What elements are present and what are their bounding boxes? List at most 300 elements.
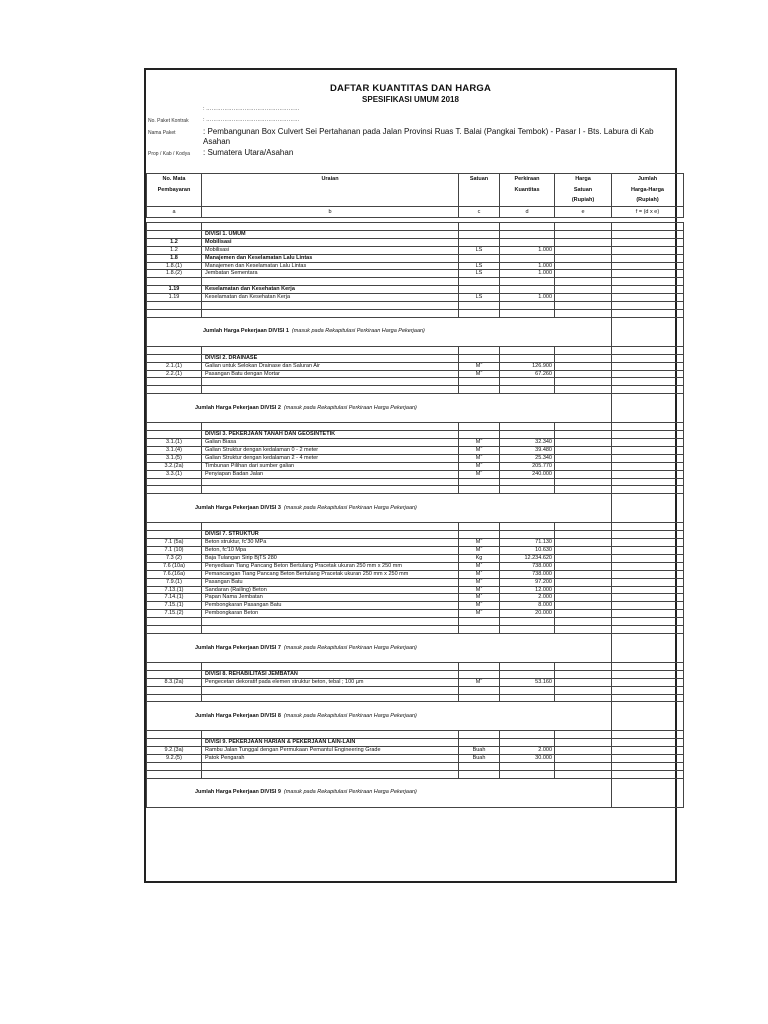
- item-total: [612, 602, 684, 610]
- item-number: 7.14.(1): [147, 594, 202, 602]
- item-unit-price: [555, 254, 612, 262]
- item-total: [612, 747, 684, 755]
- table-header: [146, 173, 684, 218]
- item-unit: [459, 562, 500, 570]
- item-number: 1.2: [147, 238, 202, 246]
- division-sum-total: [612, 317, 684, 346]
- division-title: DIVISI 9. PEKERJAAN HARIAN & PEKERJAAN LAIN-LAIN: [202, 739, 459, 747]
- header-no-mata: No. Mata: [147, 174, 202, 185]
- table-row: [147, 294, 684, 302]
- unit-text: M: [475, 570, 481, 577]
- unit-exponent: 3: [480, 538, 483, 542]
- item-unit-price: [555, 238, 612, 246]
- item-number: 1.8: [147, 254, 202, 262]
- item-description: Pembongkaran Beton: [202, 610, 459, 618]
- item-unit-price: [555, 370, 612, 378]
- boq-sheet: [144, 68, 677, 883]
- spacer-row: [147, 302, 684, 310]
- unit-text: Buah: [472, 755, 486, 762]
- item-number: 7.15.(2): [147, 610, 202, 618]
- division-sum-row: [147, 778, 684, 807]
- prop-label: Prop / Kab / Kodya: [148, 151, 190, 157]
- header-uraian: Uraian: [202, 174, 459, 185]
- unit-text: M: [475, 362, 481, 369]
- header-harga: Harga: [555, 174, 612, 185]
- table-row: [147, 462, 684, 470]
- table-row: [147, 370, 684, 378]
- division-sum-note: (masuk pada Rekapitulasi Perkiraan Harga Pekerjaan): [283, 644, 417, 651]
- spacer-row: [147, 223, 684, 231]
- item-number: 2.2.(1): [147, 370, 202, 378]
- unit-text: M: [475, 439, 481, 445]
- item-description: Galian Struktur dengan kedalaman 2 - 4 meter: [202, 454, 459, 462]
- item-unit: [459, 539, 500, 547]
- table-row: [147, 362, 684, 370]
- item-total: [612, 470, 684, 478]
- division-sum-label: Jumlah Harga Pekerjaan DIVISI 7: [195, 644, 281, 651]
- item-unit-price: [555, 470, 612, 478]
- item-description: Papan Nama Jembatan: [202, 594, 459, 602]
- division-title-row: [147, 230, 684, 238]
- unit-exponent: 1: [480, 593, 483, 597]
- nama-paket-value: : Pembangunan Box Culvert Sei Pertahanan pada Jalan Provinsi Ruas T. Balai (Pangkai Tembok) - Pasar I - Bts. Labura di Kab Asahan: [203, 127, 654, 146]
- item-quantity: [500, 238, 555, 246]
- item-description: Rambu Jalan Tunggal dengan Permukaan Pemantul Engineering Grade: [202, 747, 459, 755]
- item-unit-price: [555, 294, 612, 302]
- item-number: 1.2: [147, 246, 202, 254]
- item-unit: [459, 454, 500, 462]
- table-row: [147, 747, 684, 755]
- table-row: [147, 439, 684, 447]
- item-quantity: 10.630: [500, 547, 555, 555]
- unit-text: LS: [475, 246, 483, 253]
- table-row: [147, 570, 684, 578]
- item-number: 1.19: [147, 294, 202, 302]
- unit-exponent: 3: [480, 438, 483, 442]
- unit-text: M: [475, 562, 481, 569]
- division-sum-cell: [147, 633, 612, 662]
- table-row: [147, 262, 684, 270]
- table-row: [147, 446, 684, 454]
- spacer-row: [147, 423, 684, 431]
- unit-text: M: [475, 602, 481, 609]
- item-description: Pembongkaran Pasangan Batu: [202, 602, 459, 610]
- spacer-row: [147, 686, 684, 694]
- item-description: Pasangan Batu dengan Mortar: [202, 370, 459, 378]
- col-label-c: c: [459, 206, 500, 218]
- item-number: 7.13.(1): [147, 586, 202, 594]
- item-number: 9.2.(5): [147, 755, 202, 763]
- spacer-row: [147, 626, 684, 634]
- item-quantity: 32.340: [500, 439, 555, 447]
- division-sum-row: [147, 394, 684, 423]
- item-description: Pasangan Batu: [202, 578, 459, 586]
- item-number: 7.6 (10a): [147, 562, 202, 570]
- division-sum-note: (masuk pada Rekapitulasi Perkiraan Harga Pekerjaan): [283, 789, 417, 796]
- item-unit: [459, 370, 500, 378]
- division-sum-cell: [147, 494, 612, 523]
- item-quantity: 12.234.620: [500, 554, 555, 562]
- unit-text: M: [475, 578, 481, 585]
- paket-kontrak-label: No. Paket Kontrak: [148, 118, 189, 124]
- item-total: [612, 462, 684, 470]
- item-quantity: [500, 286, 555, 294]
- unit-text: M: [475, 470, 481, 477]
- header-jumlah: Jumlah: [612, 174, 684, 185]
- division-title: DIVISI 7. STRUKTUR: [202, 531, 459, 539]
- item-total: [612, 610, 684, 618]
- item-quantity: 20.000: [500, 610, 555, 618]
- table-row: [147, 246, 684, 254]
- unit-exponent: 3: [480, 609, 483, 613]
- item-description: Patok Pengarah: [202, 755, 459, 763]
- item-description: Penyiapan Badan Jalan: [202, 470, 459, 478]
- table-row: [147, 678, 684, 686]
- item-quantity: [500, 254, 555, 262]
- paket-kontrak-value: : ……………………………………………: [203, 117, 300, 123]
- item-description: Timbunan Pilihan dari sumber galian: [202, 462, 459, 470]
- item-quantity: 53.160: [500, 678, 555, 686]
- blank-line: : ……………………………………………: [203, 106, 300, 112]
- item-number: 3.1.(5): [147, 454, 202, 462]
- item-quantity: 240.000: [500, 470, 555, 478]
- unit-text: Buah: [472, 747, 486, 754]
- item-total: [612, 238, 684, 246]
- item-total: [612, 570, 684, 578]
- division-title: DIVISI 3. PEKERJAAN TANAH DAN GEOSINTETIK: [202, 431, 459, 439]
- item-unit: [459, 586, 500, 594]
- spacer-row: [147, 523, 684, 531]
- item-unit-price: [555, 439, 612, 447]
- header-pembayaran: Pembayaran: [147, 185, 202, 196]
- meta-block: [146, 104, 675, 159]
- col-label-b: b: [202, 206, 459, 218]
- item-description: Manajemen dan Keselamatan Lalu Lintas: [202, 254, 459, 262]
- table-row: [147, 578, 684, 586]
- item-total: [612, 446, 684, 454]
- item-total: [612, 278, 684, 286]
- division-sum-cell: [147, 778, 612, 807]
- spacer-row: [147, 662, 684, 670]
- header-satuan2: Satuan: [555, 185, 612, 196]
- item-description: Pengecetan dekoratif pada elemen struktur beton, tebal ; 100 µm: [202, 678, 459, 686]
- unit-text: M: [475, 610, 481, 617]
- header-rupiah: (Rupiah): [555, 195, 612, 206]
- item-description: Baja Tulangan Sirip BjTS 280: [202, 554, 459, 562]
- nama-paket-label: Nama Paket: [148, 130, 176, 136]
- item-unit-price: [555, 586, 612, 594]
- item-number: 8.3.(2a): [147, 678, 202, 686]
- division-sum-label: Jumlah Harga Pekerjaan DIVISI 9: [195, 789, 281, 796]
- unit-exponent: 3: [480, 601, 483, 605]
- item-unit-price: [555, 454, 612, 462]
- unit-text: Kg: [475, 554, 483, 561]
- division-sum-total: [612, 778, 684, 807]
- division-sum-row: [147, 317, 684, 346]
- item-number: 2.1.(1): [147, 362, 202, 370]
- item-description: Mobilisasi: [202, 246, 459, 254]
- division-title-row: [147, 670, 684, 678]
- table-row: [147, 238, 684, 246]
- item-unit-price: [555, 539, 612, 547]
- item-unit: [459, 570, 500, 578]
- item-unit: [459, 602, 500, 610]
- division-title-row: [147, 739, 684, 747]
- division-sum-cell: [147, 702, 612, 731]
- table-row: [147, 755, 684, 763]
- item-quantity: 1.000: [500, 294, 555, 302]
- item-number: 7.9.(1): [147, 578, 202, 586]
- item-quantity: 1.000: [500, 262, 555, 270]
- item-total: [612, 578, 684, 586]
- item-quantity: 738.000: [500, 562, 555, 570]
- item-total: [612, 370, 684, 378]
- spacer-row: [147, 378, 684, 386]
- item-unit-price: [555, 286, 612, 294]
- prop-value: : Sumatera Utara/Asahan: [203, 148, 294, 157]
- col-label-f: f = (d x e): [612, 206, 684, 218]
- item-unit: [459, 747, 500, 755]
- item-unit: [459, 678, 500, 686]
- division-title-row: [147, 354, 684, 362]
- item-total: [612, 286, 684, 294]
- division-sum-label: Jumlah Harga Pekerjaan DIVISI 8: [195, 712, 281, 719]
- unit-text: M: [475, 446, 481, 453]
- item-number: 7.15.(1): [147, 602, 202, 610]
- unit-text: M: [475, 594, 481, 601]
- item-unit: [459, 755, 500, 763]
- item-unit-price: [555, 594, 612, 602]
- unit-exponent: 3: [480, 370, 483, 373]
- item-unit-price: [555, 362, 612, 370]
- item-unit-price: [555, 278, 612, 286]
- unit-exponent: 1: [480, 570, 483, 573]
- item-number: 7.6.(16a): [147, 570, 202, 578]
- item-unit: [459, 362, 500, 370]
- item-unit: [459, 262, 500, 270]
- division-sum-note: (masuk pada Rekapitulasi Perkiraan Harga Pekerjaan): [291, 328, 425, 335]
- unit-text: M: [475, 678, 481, 685]
- item-unit: [459, 446, 500, 454]
- division-sum-total: [612, 494, 684, 523]
- unit-text: M: [475, 462, 481, 469]
- unit-exponent: 3: [480, 546, 483, 550]
- item-unit: [459, 278, 500, 286]
- header-perkiraan: Perkiraan: [500, 174, 555, 185]
- item-quantity: 1.000: [500, 246, 555, 254]
- item-quantity: 12.000: [500, 586, 555, 594]
- item-quantity: 2.000: [500, 594, 555, 602]
- table-row: [147, 278, 684, 286]
- item-description: Pemancangan Tiang Pancang Beton Bertulang Pracetak ukuran 250 mm x 250 mm: [202, 570, 459, 578]
- item-total: [612, 562, 684, 570]
- header-rupiah2: (Rupiah): [612, 195, 684, 206]
- col-label-d: d: [500, 206, 555, 218]
- item-total: [612, 262, 684, 270]
- item-unit: [459, 610, 500, 618]
- item-number: 7.1 (5a): [147, 539, 202, 547]
- item-total: [612, 678, 684, 686]
- spacer-row: [147, 618, 684, 626]
- spacer-row: [147, 386, 684, 394]
- spacer-row: [147, 770, 684, 778]
- spacer-row: [147, 346, 684, 354]
- item-quantity: 97.200: [500, 578, 555, 586]
- item-number: [147, 278, 202, 286]
- item-unit: [459, 462, 500, 470]
- item-unit-price: [555, 610, 612, 618]
- item-description: Keselamatan dan Kesehatan Kerja: [202, 286, 459, 294]
- unit-exponent: 3: [480, 454, 483, 457]
- spacer-row: [147, 309, 684, 317]
- document-subtitle: SPESIFIKASI UMUM 2018: [362, 95, 459, 104]
- item-description: Keselamatan dan Kesehatan Kerja: [202, 294, 459, 302]
- unit-exponent: 1: [480, 562, 483, 565]
- division-sum-cell: [147, 317, 612, 346]
- division-sum-label: Jumlah Harga Pekerjaan DIVISI 1: [203, 328, 289, 335]
- division-title-row: [147, 531, 684, 539]
- item-quantity: 30.000: [500, 755, 555, 763]
- item-description: Galian Struktur dengan kedalaman 0 - 2 meter: [202, 446, 459, 454]
- item-total: [612, 755, 684, 763]
- unit-exponent: 3: [480, 462, 483, 465]
- item-unit-price: [555, 570, 612, 578]
- unit-text: LS: [475, 270, 483, 277]
- item-quantity: 67.260: [500, 370, 555, 378]
- division-sum-note: (masuk pada Rekapitulasi Perkiraan Harga Pekerjaan): [283, 504, 417, 511]
- spacer-row: [147, 763, 684, 771]
- item-unit-price: [555, 462, 612, 470]
- unit-exponent: 3: [480, 362, 483, 365]
- division-sum-note: (masuk pada Rekapitulasi Perkiraan Harga Pekerjaan): [283, 712, 417, 719]
- item-unit: [459, 238, 500, 246]
- unit-text: LS: [475, 262, 483, 269]
- item-description: Beton struktur, fc'30 MPa: [202, 539, 459, 547]
- item-quantity: 738.000: [500, 570, 555, 578]
- item-total: [612, 254, 684, 262]
- spacer-row: [147, 486, 684, 494]
- unit-text: M: [475, 586, 481, 593]
- item-unit: [459, 438, 500, 450]
- item-unit-price: [555, 246, 612, 254]
- item-description: [202, 278, 459, 286]
- item-total: [612, 539, 684, 547]
- division-sum-row: [147, 633, 684, 662]
- item-number: 3.3.(1): [147, 470, 202, 478]
- quantity-table: [146, 222, 684, 808]
- item-number: 1.8.(2): [147, 270, 202, 278]
- header-satuan: Satuan: [459, 174, 500, 185]
- unit-exponent: 2: [480, 678, 483, 681]
- division-sum-label: Jumlah Harga Pekerjaan DIVISI 2: [195, 404, 281, 411]
- item-unit: [459, 547, 500, 555]
- division-sum-total: [612, 394, 684, 423]
- item-number: 1.19: [147, 286, 202, 294]
- division-sum-total: [612, 633, 684, 662]
- item-quantity: 205.770: [500, 462, 555, 470]
- item-unit-price: [555, 446, 612, 454]
- division-title: DIVISI 8. REHABILITASI JEMBATAN: [202, 670, 459, 678]
- item-unit-price: [555, 262, 612, 270]
- unit-text: M: [475, 370, 481, 377]
- item-unit-price: [555, 554, 612, 562]
- item-total: [612, 294, 684, 302]
- item-description: Sandaran (Railing) Beton: [202, 586, 459, 594]
- item-number: 9.2.(3a): [147, 747, 202, 755]
- item-unit-price: [555, 678, 612, 686]
- item-unit: [459, 254, 500, 262]
- unit-text: LS: [475, 294, 483, 301]
- unit-exponent: 2: [480, 470, 483, 473]
- division-sum-note: (masuk pada Rekapitulasi Perkiraan Harga Pekerjaan): [283, 404, 417, 411]
- item-unit-price: [555, 755, 612, 763]
- item-quantity: 8.000: [500, 602, 555, 610]
- item-unit: [459, 270, 500, 278]
- item-quantity: 126.900: [500, 362, 555, 370]
- item-total: [612, 270, 684, 278]
- division-sum-total: [612, 702, 684, 731]
- unit-exponent: 3: [480, 578, 483, 581]
- table-row: [147, 454, 684, 462]
- table-row: [147, 586, 684, 594]
- item-unit-price: [555, 747, 612, 755]
- item-description: Manajemen dan Keselamatan Lalu Lintas: [202, 262, 459, 270]
- item-unit: [459, 294, 500, 302]
- item-unit: [459, 554, 500, 562]
- table-row: [147, 554, 684, 562]
- item-unit-price: [555, 547, 612, 555]
- division-sum-row: [147, 494, 684, 523]
- item-unit-price: [555, 270, 612, 278]
- table-row: [147, 270, 684, 278]
- unit-text: M: [475, 539, 481, 546]
- table-row: [147, 470, 684, 478]
- item-unit: [459, 594, 500, 602]
- table-row: [147, 539, 684, 547]
- division-title-row: [147, 431, 684, 439]
- table-row: [147, 602, 684, 610]
- division-sum-cell: [147, 394, 612, 423]
- item-description: Mobilisasi: [202, 238, 459, 246]
- division-sum-row: [147, 702, 684, 731]
- item-unit-price: [555, 562, 612, 570]
- unit-exponent: 3: [480, 446, 483, 450]
- item-number: 7.1 (10): [147, 547, 202, 555]
- item-quantity: 25.340: [500, 454, 555, 462]
- item-quantity: 2.000: [500, 747, 555, 755]
- item-total: [612, 594, 684, 602]
- item-total: [612, 246, 684, 254]
- item-description: Penyediaan Tiang Pancang Beton Bertulang Pracetak ukuran 250 mm x 250 mm: [202, 562, 459, 570]
- unit-text: M: [475, 547, 481, 554]
- table-row: [147, 254, 684, 262]
- header-harga-harga: Harga-Harga: [612, 185, 684, 196]
- item-number: 7.3 (2): [147, 554, 202, 562]
- table-row: [147, 547, 684, 555]
- spacer-row: [147, 731, 684, 739]
- item-quantity: 71.130: [500, 539, 555, 547]
- item-unit-price: [555, 578, 612, 586]
- item-description: Jembatan Sementara: [202, 270, 459, 278]
- item-unit: [459, 578, 500, 586]
- unit-text: M: [475, 454, 481, 461]
- col-label-a: a: [147, 206, 202, 218]
- item-number: 1.8.(1): [147, 262, 202, 270]
- header-kuantitas: Kuantitas: [500, 185, 555, 196]
- item-total: [612, 362, 684, 370]
- item-quantity: 1.000: [500, 270, 555, 278]
- table-row: [147, 562, 684, 570]
